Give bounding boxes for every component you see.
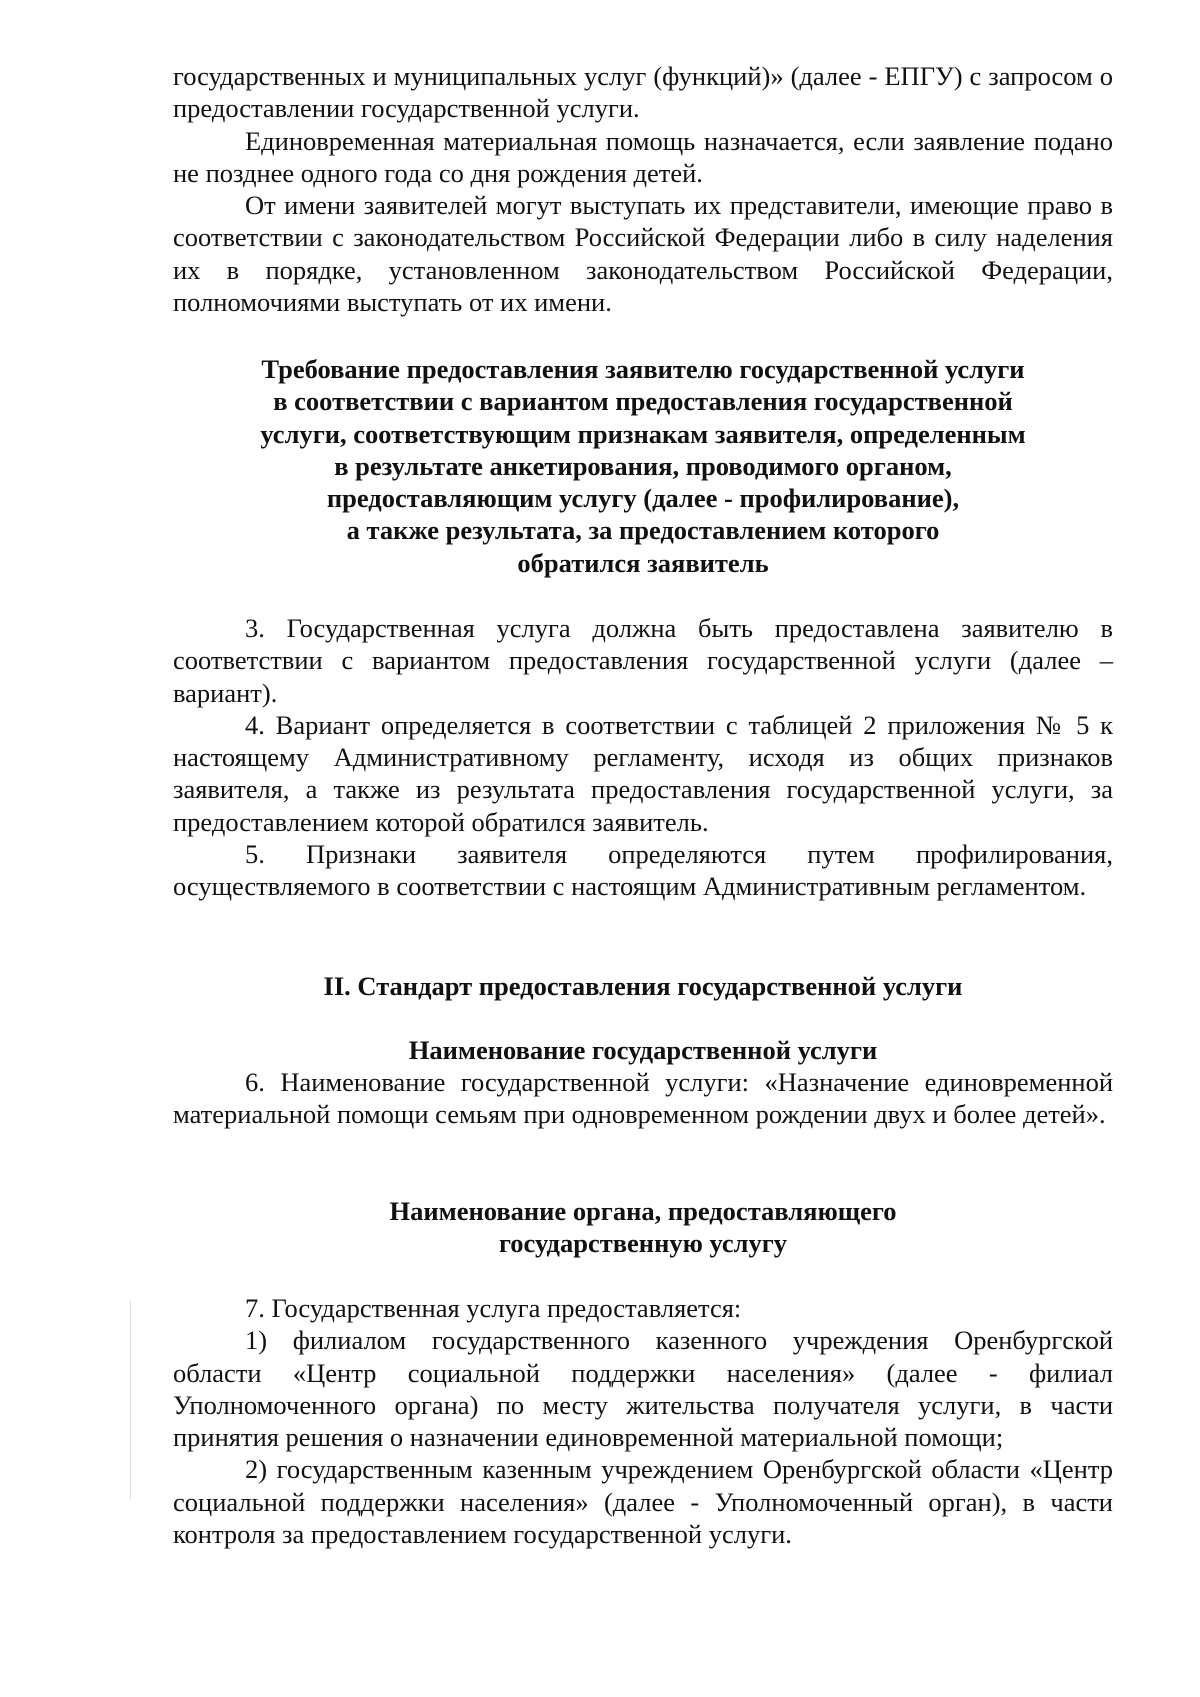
heading-requirement-line: в соответствии с вариантом предоставления государственной [273,386,1013,417]
intro-paragraph-2: Единовременная материальная помощь назначается, если заявление подано не позднее одного года со дня рождения детей. [173,125,1113,188]
heading-organ [173,1195,1113,1260]
heading-requirement-line: услуги, соответствующим признакам заявителя, определенным [260,418,1026,449]
paragraph-7: 7. Государственная услуга предоставляется: [245,1293,742,1323]
paragraph-7-item-1: 1) филиалом государственного казенного учреждения Оренбургской области «Центр социальной поддержки населения» (далее - филиал Уполномоченного органа) по месту жительства получателя услуги, в части принятия решения о назначении единовременной материальной помощи; [173,1325,1113,1453]
paragraph-3: 3. Государственная услуга должна быть предоставлена заявителю в соответствии с вариантом предоставления государственной услуги (далее – вариант). [173,613,1113,708]
section-title: II. Стандарт предоставления государственной услуги [323,971,963,1001]
intro-paragraph-3: От имени заявителей могут выступать их представители, имеющие право в соответствии с законодательством Российской Федерации либо в силу наделения их в порядке, установленном законодательством Российской Федерации, полномочиями выступать от их имени. [173,190,1113,318]
paragraph-5: 5. Признаки заявителя определяются путем профилирования, осуществляемого в соответствии с настоящим Административным регламентом. [173,839,1113,902]
heading-organ-line: государственную услугу [498,1228,788,1259]
heading-requirement-line: Требование предоставления заявителю государственной услуги [261,354,1025,384]
paragraph-4: 4. Вариант определяется в соответствии с таблицей 2 приложения № 5 к настоящему Административному регламенту, исходя из общих признаков заявителя, а также из результата предоставления государственной услуги, за предоставлением которой обратился заявитель. [173,709,1113,837]
paragraph-7-item-2: 2) государственным казенным учреждением Оренбургской области «Центр социальной поддержки населения» (далее - Уполномоченный орган), в части контроля за предоставлением государственной услуги. [173,1454,1113,1550]
heading-requirement [173,353,1113,579]
intro-paragraph-1: государственных и муниципальных услуг (функций)» (далее - ЕПГУ) с запросом о предоставлении государственной услуги. [173,61,1113,124]
heading-service-name: Наименование государственной услуги [408,1035,878,1065]
heading-requirement-line: предоставляющим услугу (далее - профилирование), [326,483,960,514]
heading-requirement-line: а также результата, за предоставлением которого [346,515,940,546]
heading-organ-line: Наименование органа, предоставляющего [389,1196,897,1226]
organ-section [173,1292,1113,1550]
scan-edge-mark [130,1300,131,1500]
paragraph-6: 6. Наименование государственной услуги: «Назначение единовременной материальной помощи семьям при одновременном рождении двух и более детей». [173,1067,1113,1130]
service-name-section [173,1066,1113,1131]
requirement-section [173,612,1113,903]
heading-requirement-line: в результате анкетирования, проводимого органом, [334,450,952,481]
intro-section [173,60,1113,318]
heading-requirement-line: обратился заявитель [517,547,769,578]
